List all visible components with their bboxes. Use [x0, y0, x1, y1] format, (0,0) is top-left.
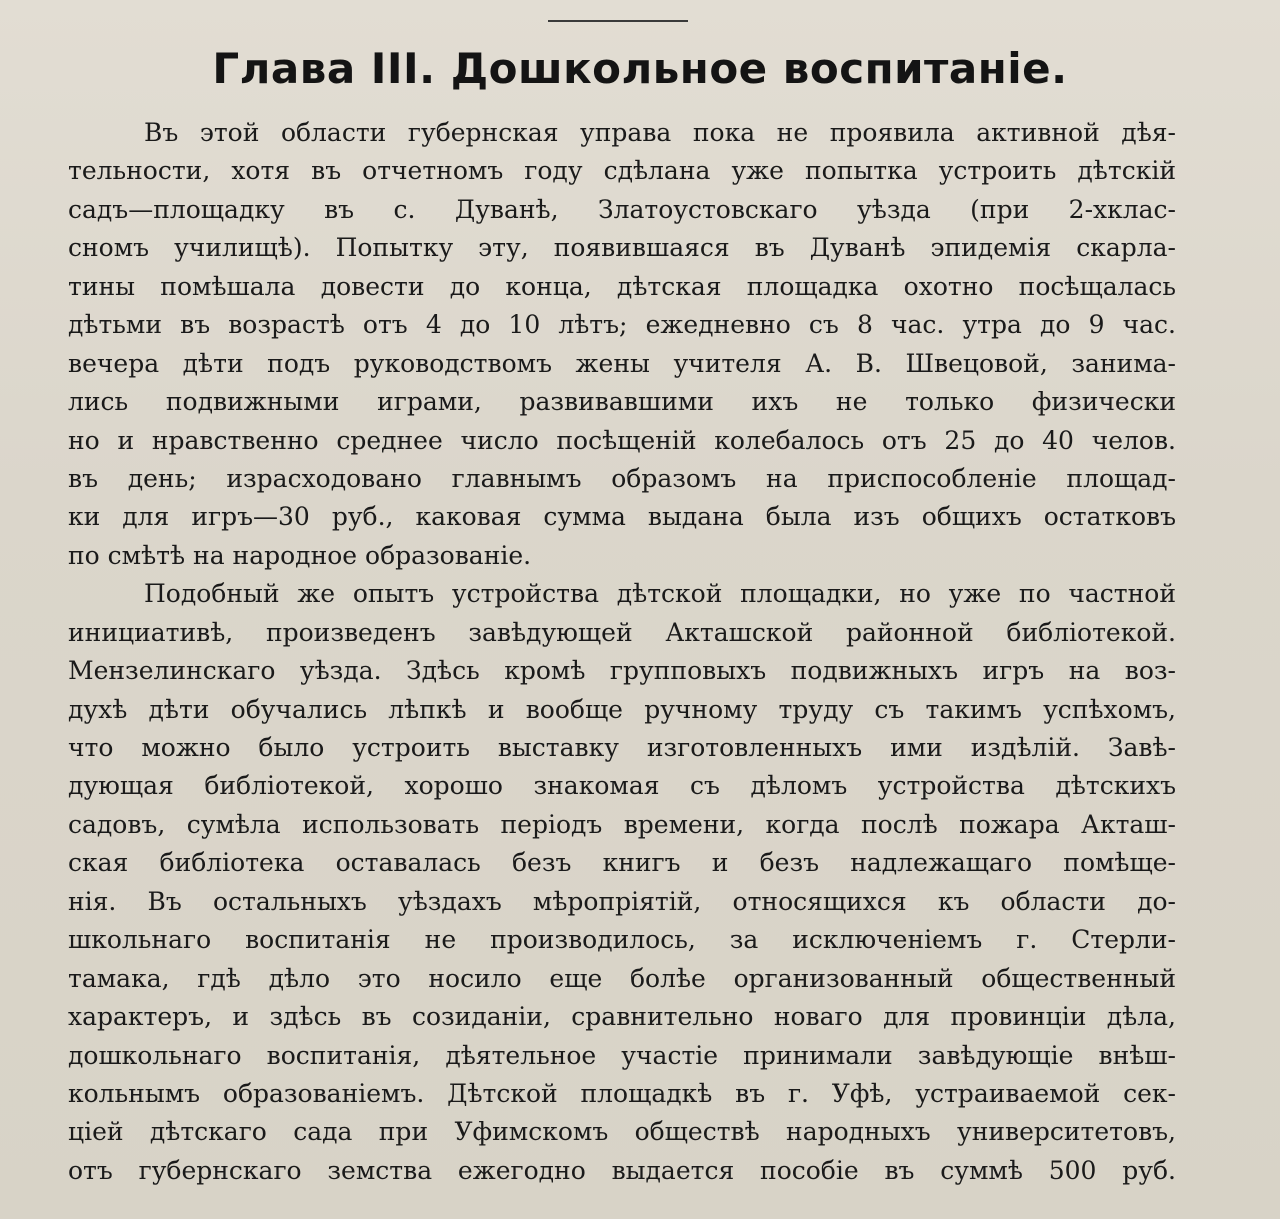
header-rule	[548, 20, 688, 22]
text-line: лись подвижными играми, развивавшими ихъ не только физически	[68, 387, 1176, 417]
text-line: нія. Въ остальныхъ уѣздахъ мѣропріятій, относящихся къ области до-	[68, 886, 1176, 916]
text-line: ская библіотека оставалась безъ книгъ и безъ надлежащаго помѣще-	[68, 848, 1176, 878]
paragraph-2	[68, 575, 1176, 1190]
text-line: кольнымъ образованіемъ. Дѣтской площадкѣ въ г. Уфѣ, устраиваемой сек-	[68, 1078, 1176, 1108]
document-body	[68, 114, 1176, 1190]
paragraph-1	[68, 114, 1176, 575]
text-line: тины помѣшала довести до конца, дѣтская площадка охотно посѣщалась	[68, 271, 1176, 301]
text-line: дующая библіотекой, хорошо знакомая съ дѣломъ устройства дѣтскихъ	[68, 771, 1176, 801]
text-line: садовъ, сумѣла использовать періодъ времени, когда послѣ пожара Акташ-	[68, 809, 1176, 839]
text-line: отъ губернскаго земства ежегодно выдается пособіе въ суммѣ 500 руб.	[68, 1155, 1176, 1185]
text-line: въ день; израсходовано главнымъ образомъ на приспособленіе площад-	[68, 463, 1176, 493]
text-line: что можно было устроить выставку изготовленныхъ ими издѣлій. Завѣ-	[68, 733, 1176, 762]
text-line: садъ—площадку въ с. Дуванѣ, Златоустовскаго уѣзда (при 2-хклас-	[68, 194, 1176, 224]
text-line: Подобный же опытъ устройства дѣтской площадки, но уже по частной	[144, 579, 1176, 609]
text-line: Въ этой области губернская управа пока не проявила активной дѣя-	[144, 118, 1176, 147]
chapter-title: Глава III. Дошкольное воспитаніе.	[212, 44, 1068, 93]
text-line: тельности, хотя въ отчетномъ году сдѣлана уже попытка устроить дѣтскій	[68, 156, 1176, 186]
text-line: инициативѣ, произведенъ завѣдующей Акташской районной библіотекой.	[68, 617, 1176, 647]
text-line: дошкольнаго воспитанія, дѣятельное участіе принимали завѣдующіе внѣш-	[68, 1040, 1176, 1070]
text-line: но и нравственно среднее число посѣщеній колебалось отъ 25 до 40 челов.	[68, 425, 1176, 455]
text-line: ки для игръ—30 руб., каковая сумма выдана была изъ общихъ остатковъ	[68, 502, 1176, 532]
text-line: по смѣтѣ на народное образованіе.	[68, 540, 532, 570]
text-line: характеръ, и здѣсь въ созиданіи, сравнительно новаго для провинціи дѣла,	[68, 1002, 1176, 1032]
text-line: ціей дѣтскаго сада при Уфимскомъ обществѣ народныхъ университетовъ,	[68, 1117, 1176, 1147]
text-line: тамака, гдѣ дѣло это носило еще болѣе организованный общественный	[68, 963, 1176, 993]
text-line: вечера дѣти подъ руководствомъ жены учителя А. В. Швецовой, занима-	[68, 348, 1176, 378]
text-line: духѣ дѣти обучались лѣпкѣ и вообще ручному труду съ такимъ успѣхомъ,	[68, 694, 1176, 724]
text-line: Мензелинскаго уѣзда. Здѣсь кромѣ групповыхъ подвижныхъ игръ на воз-	[68, 656, 1176, 686]
text-line: сномъ училищѣ). Попытку эту, появившаяся въ Дуванѣ эпидемія скарла-	[68, 233, 1176, 263]
text-line: школьнаго воспитанія не производилось, за исключеніемъ г. Стерли-	[68, 925, 1176, 955]
text-line: дѣтьми въ возрастѣ отъ 4 до 10 лѣтъ; ежедневно съ 8 час. утра до 9 час.	[68, 310, 1176, 340]
